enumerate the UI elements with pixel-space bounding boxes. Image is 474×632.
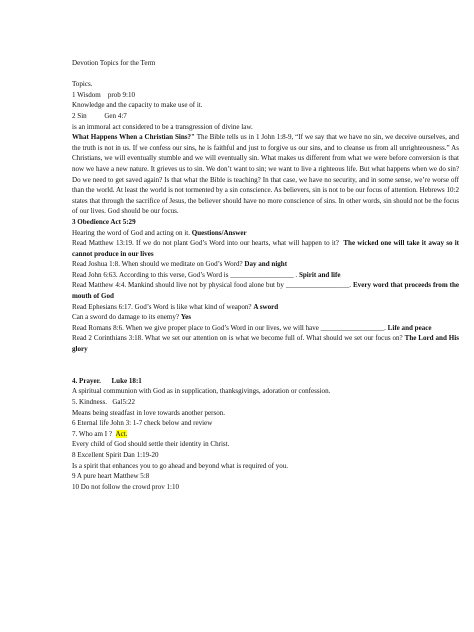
answer-1: The wicked one will take it away so it cannot produce in our lives [72, 239, 459, 258]
topic-8-definition: Is a spirit that enhances you to go ahead and beyond what is required of you. [72, 461, 289, 470]
topic-2-paragraph-heading: What Happens When a Christian Sins?" [72, 133, 195, 142]
topic-5-title: 5. Kindness. [72, 398, 108, 406]
topic-2-heading [72, 111, 459, 122]
answer-6: Yes [180, 313, 191, 322]
topic-4-title: 4. Prayer. [72, 376, 101, 385]
qa-item-2 [72, 259, 459, 270]
question-3: Read John 6:63. According to this verse, God’s Word is __________________ . [72, 270, 298, 279]
topic-5-ref: Gal5:22 [112, 398, 136, 406]
topic-8-heading: 8 Excellent Spirit Dan 1:19-20 [72, 450, 159, 459]
qa-item-5 [72, 302, 459, 313]
qa-item-1 [72, 238, 459, 259]
topic-7-heading [72, 429, 459, 440]
answer-2: Day and night [244, 260, 288, 269]
topic-7-definition: Every child of God should settle their identity in Christ. [72, 440, 230, 449]
question-4: Read Matthew 4:4. Mankind should live not by physical food alone but by __________________. [72, 281, 352, 290]
topic-3-definition [72, 228, 459, 239]
answer-3: Spirit and life [298, 270, 341, 279]
qa-item-4 [72, 280, 459, 301]
answer-4: Every word that proceeds from the mouth of God [72, 281, 460, 301]
topic-6-heading: 6 Eternal life John 3: 1-7 check below and review [72, 419, 213, 428]
question-2: Read Joshua 1:8. When should we meditate on God’s Word? [72, 260, 243, 269]
question-8: Read 2 Corinthians 3:18. What we set our attention on is what we become full of. What should we set our focus on? [72, 334, 403, 343]
topic-4-heading [72, 376, 459, 387]
question-6: Can a sword do damage to its enemy? [72, 313, 180, 322]
topic-5-heading [72, 397, 459, 408]
topic-10-heading: 10 Do not follow the crowd prov 1:10 [72, 482, 180, 491]
answer-8: The Lord and His glory [72, 334, 459, 354]
topic-1-heading [72, 90, 459, 101]
topic-2-paragraph [72, 132, 459, 217]
qa-label: Questions/Answer [191, 228, 247, 237]
topic-3-def-text: Hearing the word of God and acting on it. [72, 228, 191, 237]
topic-2-definition: is an immoral act considered to be a transgression of divine law. [72, 122, 253, 131]
topic-9-heading: 9 A pure heart Matthew 5:8 [72, 472, 150, 481]
topic-2-ref: Gen 4:7 [104, 111, 127, 120]
topic-4-definition: A spiritual communion with God as in supplication, thanksgivings, adoration or confession. [72, 387, 331, 396]
topic-5-definition: Means being steadfast in love towards another person. [72, 408, 226, 417]
question-5: Read Ephesians 6:17. God’s Word is like what kind of weapon? [72, 302, 252, 311]
answer-5: A sword [253, 302, 279, 311]
qa-item-8 [72, 333, 459, 354]
question-1: Read Matthew 13:19. If we do not plant God’s Word into our hearts, what will happen to it? [72, 239, 339, 248]
document-body [72, 58, 459, 492]
answer-7: Life and peace [387, 323, 432, 332]
qa-item-7 [72, 323, 459, 334]
topic-1-ref: prob 9:10 [107, 90, 136, 99]
topic-1-title: 1 Wisdom [72, 90, 101, 99]
topic-2-paragraph-text: The Bible tells us in 1 John 1:8-9, “If we say that we have no sin, we deceive ourselves, and the truth is not in us. If we confess our sins, he is faithful and just to forgive us our sins, and to cleanse us from all unrighteousness.” As Christians, we will eventually stumble and we will eventually sin. What makes us different from what we were before conversion is that now we have a new nature. It grieves us to sin. We don’t want to sin; we want to live a righteous life. But what happens when we do sin? Do we need to get saved again? Is that what the Bible is teaching? In that case, we have no security, and in some sense, we’re worse off than the world. At least the world is not tormented by a sin conscience. As believers, sin is not to be our focus of attention. Hebrews 10:2 states that through the sacrifice of Jesus, the believer should have no more conscience of sins. In other words, sin should not be the focus of our lives. God should be our focus. [72, 133, 459, 216]
topics-label: Topics. [72, 80, 93, 89]
topic-2-title: 2 Sin [72, 111, 87, 120]
qa-item-3 [72, 270, 459, 281]
question-7: Read Romans 8:6. When we give proper place to God’s Word in our lives, we will have __________________. [72, 323, 386, 332]
topic-1-definition: Knowledge and the capacity to make use of it. [72, 101, 203, 110]
document-title: Devotion Topics for the Term [72, 59, 156, 67]
qa-item-6 [72, 312, 459, 323]
topic-7-title: 7. Who am I ? [72, 429, 112, 438]
topic-3-heading: 3 Obedience Act 5:29 [72, 217, 136, 226]
topic-7-ref-highlight: Act. [115, 429, 128, 438]
topic-4-ref: Luke 18:1 [111, 376, 142, 385]
